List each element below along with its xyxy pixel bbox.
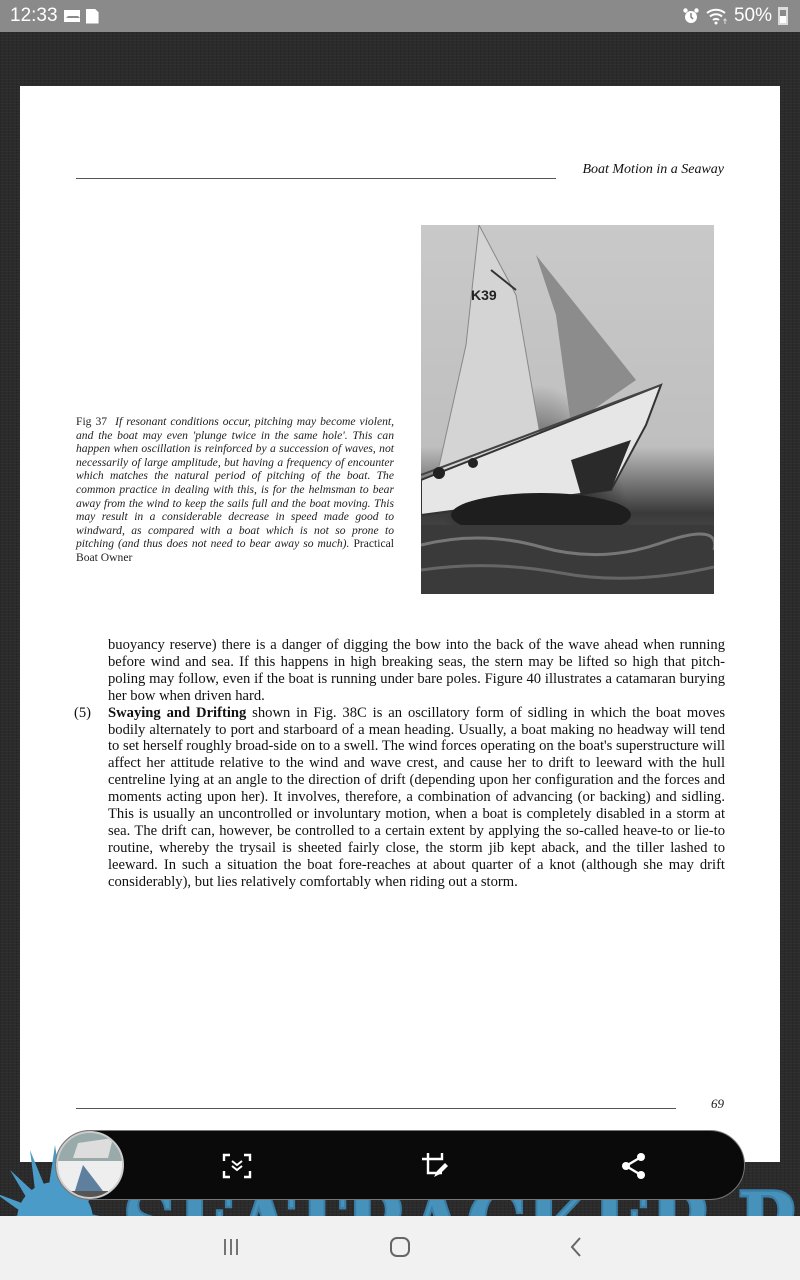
paragraph: buoyancy reserve) there is a danger of digging the bow into the back of the wave ahead when running before wind and sea. If this happens in high breaking seas, the stern may be lifted so high that pitch-poling may follow, even if the boat is running under bare poles. Figure 40 illustrates a catamaran burying her bow when driven hard. xyxy=(108,637,725,704)
screenshot-toolbar xyxy=(55,1130,745,1200)
share-icon xyxy=(621,1152,647,1180)
file-icon xyxy=(86,9,99,24)
list-item-5 xyxy=(74,704,725,891)
clock: 12:33 xyxy=(10,5,58,26)
share-button[interactable] xyxy=(617,1149,651,1183)
figure-label: Fig 37 xyxy=(76,415,108,428)
status-bar xyxy=(0,0,800,32)
home-icon xyxy=(389,1236,411,1258)
screenshot-thumbnail[interactable] xyxy=(56,1131,124,1199)
figure-caption xyxy=(76,415,394,565)
back-button[interactable] xyxy=(558,1232,594,1262)
navigation-bar xyxy=(0,1216,800,1280)
document-page[interactable] xyxy=(20,86,780,1162)
back-icon xyxy=(569,1236,583,1258)
edit-button[interactable] xyxy=(418,1149,452,1183)
body-text xyxy=(74,637,725,891)
caption-text: If resonant conditions occur, pitching may become violent, and the boat may even 'plunge twice in the same hole'. This can happen when oscillation is reinforced by a succession of waves, not necessarily of large amplitude, but having a frequency of encounter which matches the natural period of pitching of the boat. The common practice in dealing with this, is for the helmsman to bear away from the wind to keep the sails full and the boat moving. This may result in a considerable decrease in speed made good to windward, as compared with a boat which is not so prone to pitching (and thus does not need to bear away so much). xyxy=(76,415,395,551)
header-rule xyxy=(76,178,556,179)
wifi-icon xyxy=(706,7,728,25)
sail-number: K39 xyxy=(471,287,497,303)
battery-percent: 50% xyxy=(733,5,772,26)
home-button[interactable] xyxy=(382,1232,418,1262)
battery-icon xyxy=(778,7,788,25)
running-head: Boat Motion in a Seaway xyxy=(582,162,724,177)
caption-credit: Practical Boat Owner xyxy=(76,537,394,564)
item-text: shown in Fig. 38C is an oscillatory form of sidling in which the boat moves bodily alternately to port and starboard of a mean heading. Usually, a boat making no headway will tend to set herself roughly broad-side on to a swell. The wind forces operating on the boat's superstructure will affect her attitude relative to the wind and wave crest, and cause her to drift to leeward with the hull centreline lying at an angle to the direction of drift (depending upon her configuration and the forces and moments acting upon her). It involves, therefore, a combination of advancing (or backing) and sidling. This is usually an uncontrolled or involuntary motion, when a boat is completely disabled in a storm at sea. The drift can, however, be controlled to a certain extent by applying the so-called heave-to or lie-to routine, whereby the trysail is sheeted fairly close, the storm jib kept aback, and the tiller lashed to leeward. In such a situation the boat fore-reaches at about quarter of a knot (although she may drift considerably), but lies relatively comfortably when riding out a storm. xyxy=(108,704,725,890)
item-number: (5) xyxy=(74,704,92,721)
scroll-capture-icon xyxy=(222,1153,252,1179)
scroll-capture-button[interactable] xyxy=(220,1149,254,1183)
alarm-icon xyxy=(682,7,700,25)
recents-icon xyxy=(222,1237,240,1257)
crop-edit-icon xyxy=(420,1151,450,1181)
page-number: 69 xyxy=(711,1096,724,1111)
recents-button[interactable] xyxy=(213,1232,249,1262)
footer-rule xyxy=(76,1108,676,1109)
item-heading: Swaying and Drifting xyxy=(108,704,247,721)
sailboat-photo xyxy=(421,225,714,594)
mail-icon xyxy=(64,10,80,22)
